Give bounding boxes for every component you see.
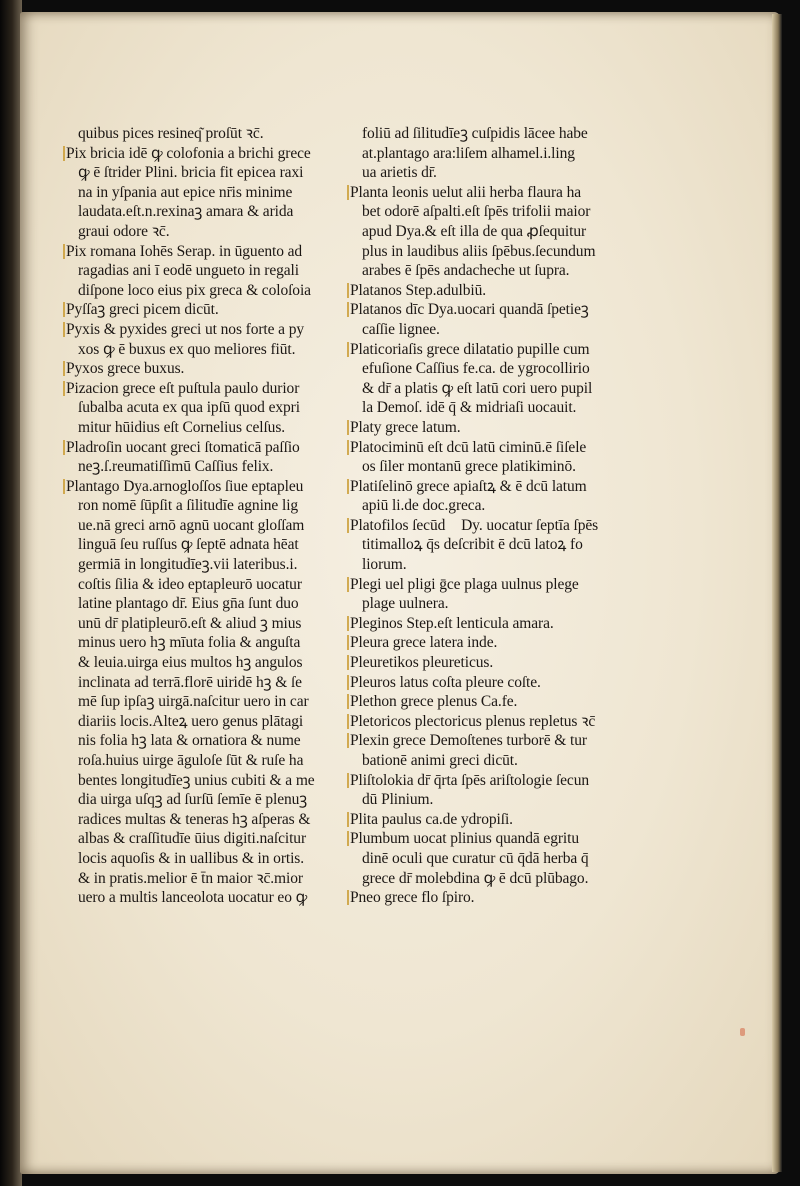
line-text: Platofilos ſecūd᷑ Dy. uocatur ſeptīa ſpēs bbox=[350, 516, 599, 534]
text-line bbox=[66, 594, 356, 614]
entry-heading-line bbox=[350, 300, 640, 320]
rubrication-mark bbox=[63, 302, 65, 317]
line-text: ſubalba acuta ex qua ipſū quod expri bbox=[78, 399, 300, 417]
line-text: Pleginos Step.eſt lenticula amara. bbox=[350, 614, 554, 632]
line-text: na in yſpania aut epice nr̄is minime bbox=[78, 183, 293, 201]
line-text: & leuia.uirga eius multos hꝫ angulos bbox=[78, 654, 303, 672]
rubrication-mark bbox=[347, 694, 349, 709]
text-line bbox=[66, 202, 356, 222]
text-line bbox=[66, 183, 356, 203]
line-text: albas & craſſitudīe ūius digiti.naſcitur bbox=[78, 830, 307, 848]
rubrication-mark bbox=[63, 146, 65, 161]
text-line bbox=[350, 163, 640, 183]
line-text: linguā ſeu ruſſus ꝙ ſeptē adnata hēat bbox=[78, 536, 299, 554]
text-line bbox=[350, 222, 640, 242]
text-line bbox=[66, 633, 356, 653]
entry-heading-line bbox=[66, 379, 356, 399]
text-line bbox=[66, 496, 356, 516]
rubrication-mark bbox=[347, 616, 349, 631]
text-line bbox=[350, 398, 640, 418]
line-text: Plantago Dya.arnogloſſos ſiue eptapleu bbox=[66, 477, 304, 495]
entry-heading-line bbox=[350, 340, 640, 360]
line-text: Pyſſaꝫ greci picem dicūt. bbox=[66, 301, 219, 319]
line-text: dū Plinium. bbox=[362, 791, 434, 809]
text-line bbox=[66, 575, 356, 595]
rubrication-mark bbox=[347, 890, 349, 905]
rubrication-mark bbox=[347, 675, 349, 690]
rubrication-mark bbox=[63, 361, 65, 376]
rubrication-mark bbox=[347, 302, 349, 317]
text-line bbox=[66, 712, 356, 732]
text-line bbox=[350, 594, 640, 614]
entry-heading-line bbox=[66, 438, 356, 458]
line-text: xos ꝙ ē buxus ex quo meliores fiūt. bbox=[78, 340, 296, 358]
line-text: germiā in longitudīeꝫ.vii lateribus.i. bbox=[78, 556, 298, 574]
entry-heading-line bbox=[350, 418, 640, 438]
line-text: diariis locis.Alteꝝ uero genus plātagi bbox=[78, 712, 304, 730]
left-text-column bbox=[66, 124, 356, 908]
rubrication-mark bbox=[347, 185, 349, 200]
line-text: Pix bricia idē ꝙ colofonia a brichi grece bbox=[66, 144, 311, 162]
entry-heading-line bbox=[66, 144, 356, 164]
line-text: Pliſtolokia dr̄ q̄rta ſpēs ariſtologie ſecun bbox=[350, 771, 590, 789]
line-text: coſtis ſilia & ideo eptapleurō uocatur bbox=[78, 575, 302, 593]
rubrication-mark bbox=[347, 577, 349, 592]
text-line bbox=[66, 340, 356, 360]
line-text: caſſie lignee. bbox=[362, 320, 440, 338]
line-text: Plumbum uocat plinius quandā egritu bbox=[350, 830, 579, 848]
entry-heading-line bbox=[350, 183, 640, 203]
text-line bbox=[66, 555, 356, 575]
entry-heading-line bbox=[350, 692, 640, 712]
text-line bbox=[350, 242, 640, 262]
entry-heading-line bbox=[66, 477, 356, 497]
entry-heading-line bbox=[66, 242, 356, 262]
text-line bbox=[350, 379, 640, 399]
text-line bbox=[66, 888, 356, 908]
rubrication-mark bbox=[347, 831, 349, 846]
line-text: Plegi uel pligi ḡce plaga uulnus plege bbox=[350, 575, 579, 593]
entry-heading-line bbox=[350, 810, 640, 830]
book-gutter bbox=[0, 0, 22, 1186]
line-text: Platiſelinō grece apiaſtꝝ & ē dcū latum bbox=[350, 477, 587, 495]
entry-heading-line bbox=[66, 300, 356, 320]
line-text: latine plantago dr̄. Eius gn̄a ſunt duo bbox=[78, 595, 299, 613]
rubrication-mark bbox=[63, 479, 65, 494]
rubrication-mark bbox=[347, 773, 349, 788]
rubrication-mark bbox=[347, 440, 349, 455]
line-text: radices multas & teneras hꝫ aſperas & bbox=[78, 810, 311, 828]
line-text: apiū li.de doc.greca. bbox=[362, 497, 486, 515]
text-line bbox=[66, 653, 356, 673]
line-text: plage uulnera. bbox=[362, 595, 449, 613]
rubrication-mark bbox=[347, 714, 349, 729]
rubrication-mark bbox=[63, 440, 65, 455]
line-text: laudata.eſt.n.rexinaꝫ amara & arida bbox=[78, 203, 294, 221]
line-text: uero a multis lanceolota uocatur eo ꝙ bbox=[78, 889, 308, 907]
line-text: ua arietis dr̄. bbox=[362, 164, 437, 182]
page-stain bbox=[740, 1028, 745, 1036]
line-text: mitur hūidius eſt Cornelius celſus. bbox=[78, 418, 286, 436]
entry-heading-line bbox=[350, 771, 640, 791]
line-text: Platociminū eſt dcū latū ciminū.ē ſiſele bbox=[350, 438, 587, 456]
line-text: nis folia hꝫ lata & ornatiora & nume bbox=[78, 732, 301, 750]
line-text: at.plantago ara:liſem alhamel.i.ling bbox=[362, 144, 575, 162]
line-text: graui odore ꝛc̄. bbox=[78, 222, 170, 240]
line-text: bationē animi greci dicūt. bbox=[362, 752, 518, 769]
text-line bbox=[66, 673, 356, 693]
line-text: minus uero hꝫ mīuta folia & anguſta bbox=[78, 634, 301, 652]
line-text: efuſione Caſſius fe.ca. de ygrocollirio bbox=[362, 360, 590, 378]
line-text: ron nomē ſūpſit a ſilitudīe agnine lig bbox=[78, 497, 299, 515]
text-line bbox=[350, 790, 640, 810]
line-text: dia uirga uſqꝫ ad ſurſū ſemīe ē plenuꝫ bbox=[78, 791, 308, 809]
text-line bbox=[350, 496, 640, 516]
line-text: Pyxos grece buxus. bbox=[66, 360, 185, 378]
line-text: Pleuretikos pleureticus. bbox=[350, 654, 494, 672]
entry-heading-line bbox=[350, 653, 640, 673]
line-text: Pizacion grece eſt puſtula paulo durior bbox=[66, 379, 300, 397]
text-line bbox=[66, 163, 356, 183]
text-line bbox=[350, 144, 640, 164]
rubrication-mark bbox=[347, 733, 349, 748]
entry-heading-line bbox=[350, 712, 640, 732]
line-text: quibus pices resineq͂ proſūt ꝛc̄. bbox=[78, 125, 264, 142]
text-line bbox=[66, 418, 356, 438]
text-line bbox=[66, 692, 356, 712]
entry-heading-line bbox=[66, 359, 356, 379]
text-line bbox=[66, 790, 356, 810]
rubrication-mark bbox=[347, 518, 349, 533]
line-text: diſpone loco eius pix greca & coloſoia bbox=[78, 281, 311, 299]
entry-heading-line bbox=[350, 673, 640, 693]
text-line bbox=[66, 849, 356, 869]
line-text: bentes longitudīeꝫ unius cubiti & a me bbox=[78, 771, 315, 789]
line-text: grece dr̄ molebdina ꝙ ē dcū plūbago. bbox=[362, 869, 589, 887]
entry-heading-line bbox=[350, 477, 640, 497]
rubrication-mark bbox=[347, 420, 349, 435]
text-line bbox=[350, 261, 640, 281]
line-text: arabes ē ſpēs andacheche ut ſupra. bbox=[362, 262, 570, 280]
line-text: Plethon grece plenus Ca.fe. bbox=[350, 693, 518, 711]
line-text: liorum. bbox=[362, 556, 407, 574]
text-line bbox=[66, 457, 356, 477]
line-text: & dr̄ a platis ꝙ eſt latū cori uero pupil bbox=[362, 379, 593, 397]
line-text: Pyxis & pyxides greci ut nos forte a py bbox=[66, 320, 305, 338]
rubrication-mark bbox=[347, 342, 349, 357]
line-text: inclinata ad terrā.florē uiridē hꝫ & ſe bbox=[78, 673, 302, 691]
line-text: & in pratis.melior ē t̄n maior ꝛc̄.mior bbox=[78, 869, 303, 887]
line-text: unū dr̄ platipleurō.eſt & aliud ꝫ mius bbox=[78, 614, 302, 632]
text-line bbox=[350, 202, 640, 222]
entry-heading-line bbox=[350, 829, 640, 849]
text-line bbox=[350, 751, 640, 771]
line-text: Pletoricos plectoricus plenus repletus ꝛc̄ bbox=[350, 712, 596, 730]
text-line bbox=[66, 398, 356, 418]
line-text: bet odorē aſpalti.eſt ſpēs trifolii maior bbox=[362, 203, 591, 221]
entry-heading-line bbox=[350, 438, 640, 458]
line-text: os ſiler montanū grece platikiminō. bbox=[362, 458, 576, 476]
line-text: locis aquoſis & in uallibus & in ortis. bbox=[78, 849, 305, 867]
line-text: plus in laudibus aliis ſpēbus.ſecundum bbox=[362, 242, 596, 260]
line-text: Platanos Step.adulbiū. bbox=[350, 281, 486, 299]
text-line bbox=[66, 516, 356, 536]
line-text: mē ſup ipſaꝫ uirgā.naſcitur uero in car bbox=[78, 693, 309, 711]
line-text: dinē oculi que curatur cū q̄dā herba q̄ bbox=[362, 849, 589, 867]
text-line bbox=[350, 124, 640, 144]
text-line bbox=[66, 810, 356, 830]
line-text: Pleura grece latera inde. bbox=[350, 634, 498, 652]
line-text: Platicoriaſis grece dilatatio pupille cum bbox=[350, 340, 590, 358]
text-line bbox=[350, 320, 640, 340]
text-line bbox=[66, 731, 356, 751]
right-text-column bbox=[350, 124, 640, 908]
entry-heading-line bbox=[350, 731, 640, 751]
entry-heading-line bbox=[350, 888, 640, 908]
text-line bbox=[66, 869, 356, 889]
rubrication-mark bbox=[347, 479, 349, 494]
text-line bbox=[350, 849, 640, 869]
text-line bbox=[66, 751, 356, 771]
line-text: titimalloꝝ q̄s deſcribit ē dcū latoꝝ fo bbox=[362, 536, 583, 554]
text-line bbox=[66, 222, 356, 242]
entry-heading-line bbox=[66, 320, 356, 340]
line-text: ꝙ ē ſtrider Plini. bricia fit epicea raxi bbox=[78, 164, 304, 182]
line-text: neꝫ.ſ.reumatiſſimū Caſſius felix. bbox=[78, 458, 274, 476]
text-line bbox=[350, 869, 640, 889]
text-line bbox=[66, 281, 356, 301]
page-edge bbox=[772, 14, 782, 1172]
line-text: apud Dya.& eſt illa de qua ꝓſequitur bbox=[362, 222, 587, 240]
entry-heading-line bbox=[350, 614, 640, 634]
entry-heading-line bbox=[350, 516, 640, 536]
rubrication-mark bbox=[63, 381, 65, 396]
entry-heading-line bbox=[350, 575, 640, 595]
text-line bbox=[66, 261, 356, 281]
text-line bbox=[66, 829, 356, 849]
entry-heading-line bbox=[350, 281, 640, 301]
line-text: Plita paulus ca.de ydropiſi. bbox=[350, 810, 513, 828]
line-text: Plexin grece Demoſtenes turborē & tur bbox=[350, 732, 587, 750]
text-line bbox=[350, 555, 640, 575]
line-text: Pix romana Iohēs Serap. in ūguento ad bbox=[66, 242, 303, 260]
line-text: Platy grece latum. bbox=[350, 418, 461, 436]
rubrication-mark bbox=[347, 655, 349, 670]
text-line bbox=[350, 535, 640, 555]
text-line bbox=[66, 124, 356, 144]
line-text: roſa.huius uirge āguloſe ſūt & ruſe ha bbox=[78, 752, 304, 769]
rubrication-mark bbox=[347, 812, 349, 827]
line-text: ragadias ani ī eodē ungueto in regali bbox=[78, 262, 299, 280]
line-text: Pneo grece flo ſpiro. bbox=[350, 889, 475, 907]
entry-heading-line bbox=[350, 633, 640, 653]
text-line bbox=[66, 614, 356, 634]
rubrication-mark bbox=[63, 244, 65, 259]
line-text: Planta leonis uelut alii herba flaura ha bbox=[350, 183, 581, 201]
line-text: Pladroſin uocant greci ſtomaticā paſſio bbox=[66, 438, 300, 456]
rubrication-mark bbox=[347, 635, 349, 650]
text-line bbox=[66, 535, 356, 555]
line-text: ue.nā greci arnō agnū uocant gloſſam bbox=[78, 516, 305, 534]
line-text: Platanos dīc Dya.uocari quandā ſpetieꝫ bbox=[350, 301, 589, 319]
line-text: foliū ad ſilitudīeꝫ cuſpidis lācee habe bbox=[362, 125, 588, 142]
line-text: Pleuros latus coſta pleure coſte. bbox=[350, 673, 541, 691]
text-line bbox=[350, 359, 640, 379]
text-line bbox=[66, 771, 356, 791]
line-text: la Demoſ. idē q̄ & midriaſi uocauit. bbox=[362, 399, 577, 417]
rubrication-mark bbox=[63, 322, 65, 337]
text-line bbox=[350, 457, 640, 477]
rubrication-mark bbox=[347, 283, 349, 298]
